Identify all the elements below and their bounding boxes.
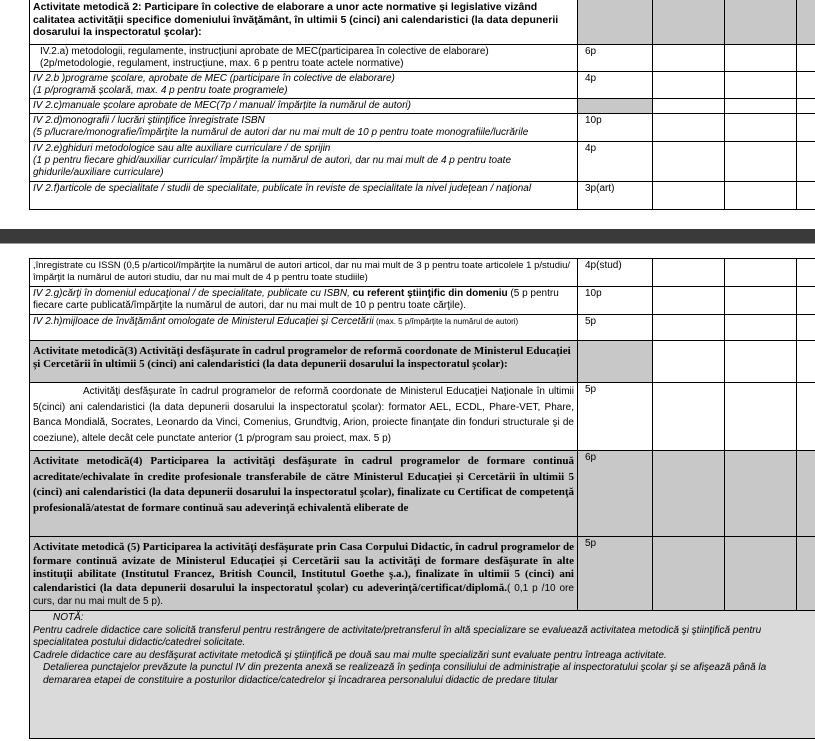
row-2h xyxy=(30,315,578,341)
act5-points: 5p xyxy=(578,537,653,611)
note-title: NOTĂ: xyxy=(53,612,84,623)
row-2e-points: 4p xyxy=(578,142,653,182)
note-line-1: Pentru cadrele didactice care solicită transferul pentru restrângere de activitate/pretransferul în altă specializare se evaluează activitatea metodică şi ştiinţifică pentru specialitatea postului didactic/catedrei solicitate. xyxy=(33,624,762,648)
row-2h-text: IV 2.h)mijloace de învăţământ omologate de Ministerul Educației și Cercetării xyxy=(33,316,374,327)
row-2f: IV 2.f)articole de specialitate / studii de specialitate, publicate în reviste de specialitate la nivel judeţean / naţional xyxy=(30,182,578,210)
act4-text: Activitate metodică(4) Participarea la activităţi desfăşurate în cadrul programelor de formare continuă acreditate/echivalate în credite profesionale transferabile de către Ministerul Educației și Cercetării în ultimii 5 (cinci) ani calendaristici (la data depunerii dosarului la inspectoratul şcolar), finalizate cu Certificat de competenţă profesională/atestat de formare continuă sau adeverinţă echivalentă eliberate de xyxy=(30,451,578,537)
act5-tail: ( 0,1 p /10 ore curs, dar nu mai mult de 5 p). xyxy=(33,582,574,607)
row-2f-points: 3p(art) xyxy=(578,182,653,210)
act3-body-text: Activităţi desfăşurate în cadrul programelor de reformă coordonate de Ministerul Educaţiei Naţionale în ultimii 5(cinci) ani calendaristici (la data depunerii dosarului la inspectoratul şcolar): formator AEL, ECDL, Phare-VET, Phare, Banca Mondială, Socrates, Leonardo da Vinci, Comenius, Grundtvig, Arion, proiecte finanţate din fonduri structurale şi de coeziune), altele decât cele punctate anterior (1 p/program sau proiect, max. 5 p) xyxy=(33,386,574,444)
row-2a: IV.2.a) metodologii, regulamente, instrucțiuni aprobate de MEC(participarea în colective de elaborare) (2p/metodologie, regulament, instrucțiune, max. 6 p pentru toate actele normative) xyxy=(30,45,578,72)
row-2g-text-b: (5 p pentru fiecare carte publicată/împărţite la numărul de autori, dar nu mai mult de 10 p pentru toate cărţile). xyxy=(33,288,559,311)
row-2g-text-bold: cu referent ştiinţific din domeniu xyxy=(352,288,508,299)
page-separator xyxy=(0,229,815,243)
note-line-3: Detalierea punctajelor prevăzute la punctul IV din prezenta anexă se realizează în şedinţa consiliului de administraţie al inspectoratului şcolar şi se afişează până la demararea etapei de constituire a posturilor didactice/catedrelor şi încadrarea personalului didactic de predare titular xyxy=(43,662,767,686)
row-issn: ,înregistrate cu ISSN (0,5 p/articol/împărţite la numărul de autori articol, dar nu mai mult de 3 p pentru toate articolele 1 p/studiu/împărţit la numărul de autori studiu, dar nu mai mult de 4 p pentru toate studiile) xyxy=(30,259,578,287)
act3-points: 5p xyxy=(578,383,653,451)
page2-table xyxy=(29,258,815,739)
row-2g xyxy=(30,287,578,315)
page1-table xyxy=(29,0,815,210)
act3-body xyxy=(30,383,578,451)
row-2a-points: 6p xyxy=(578,45,653,72)
act5-text: Activitate metodică (5) Participarea la activităţi desfăşurate prin Casa Corpului Didactic, în cadrul programelor de formare continuă avizate de Ministerul Educației și Cercetării sau la activităţi de formare desfăşurate în alte instituţii abilitate (Institutul Francez, British Council, Institutul Goethe ş.a.), finalizate în ultimii 5 (cinci) ani calendaristici (la data depunerii dosarului la inspectoratul şcolar) cu adeverinţă/certificat/diplomă. xyxy=(33,541,574,594)
act3-header: Activitate metodică(3) Activităţi desfăşurate în cadrul programelor de reformă coordonate de Ministerul Educației și Cercetării în ultimii 5 (cinci) ani calendaristici (la data depunerii dosarului la inspectoratul şcolar): xyxy=(30,341,578,383)
act2-header: Activitate metodică 2: Participare în colective de elaborare a unor acte normative și legislative vizând calitatea activităţii specifice domeniului învăţământ, în ultimii 5 (cinci) ani calendaristici (la data depunerii dosarului la inspectoratul şcolar): xyxy=(30,0,578,45)
note-line-2: Cadrele didactice care au desfăşurat activitate metodică şi ştiinţifică pe două sau mai multe specializări sunt evaluate pentru întreaga activitate. xyxy=(33,649,667,661)
page-separator-line xyxy=(0,243,815,244)
row-2b-points: 4p xyxy=(578,72,653,99)
row-2c: IV 2.c)manuale școlare aprobate de MEC(7p / manual/ împărțite la numărul de autori) xyxy=(30,99,578,114)
row-2b: IV 2.b )programe școlare, aprobate de MEC (participare în colective de elaborare) (1 p/programă școlară, max. 4 p pentru toate programele) xyxy=(30,72,578,99)
row-issn-points: 4p(stud) xyxy=(578,259,653,287)
row-2d: IV 2.d)monografii / lucrări ştiinţifice înregistrate ISBN (5 p/lucrare/monografie/împărţite la numărul de autori dar nu mai mult de 10 p pentru toate monografiile/lucrările xyxy=(30,114,578,142)
act5 xyxy=(30,537,578,611)
row-2d-points: 10p xyxy=(578,114,653,142)
row-2e: IV 2.e)ghiduri metodologice sau alte auxiliare curriculare / de sprijin (1 p pentru fiecare ghid/auxiliar curricular/ împărţite la numărul de autori, dar nu mai mult de 4 p pentru toate ghidurile/auxiliare curriculare) xyxy=(30,142,578,182)
act4-points: 6p xyxy=(578,451,653,537)
row-2g-text-a: IV 2.g)cărţi în domeniul educaţional / de specialitate, publicate cu ISBN, xyxy=(33,288,353,299)
note-block xyxy=(30,611,815,739)
row-2g-points: 10p xyxy=(578,287,653,315)
row-2h-points: 5p xyxy=(578,315,653,341)
row-2h-note: (max. 5 p/împărţite la numărul de autori) xyxy=(373,317,519,326)
row-2c-points xyxy=(578,99,653,114)
